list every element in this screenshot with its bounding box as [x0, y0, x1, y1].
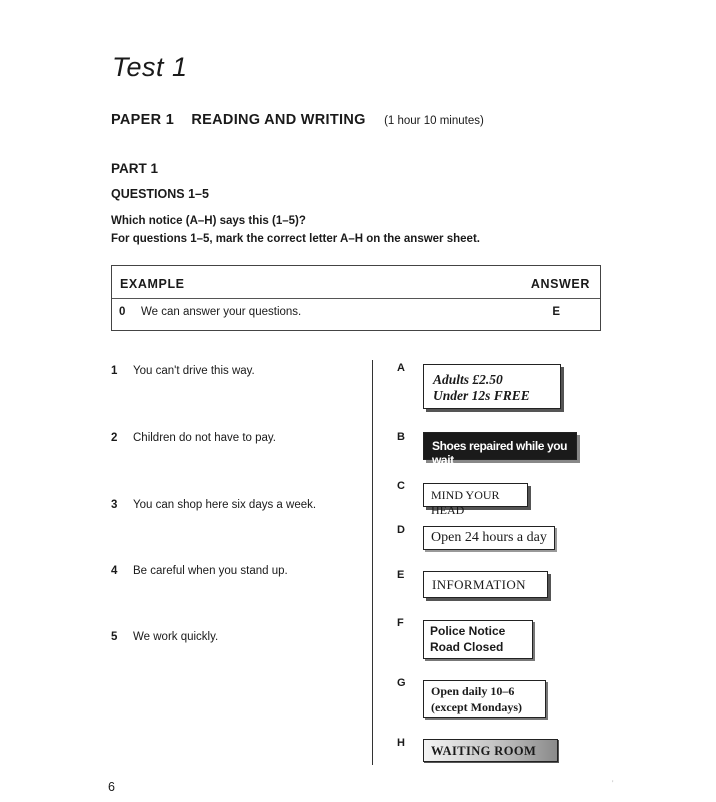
corner-mark: ʼ	[612, 781, 614, 788]
notice-line: Adults £2.50	[433, 372, 503, 387]
notice-letter-e: E	[397, 569, 405, 581]
question-number: 1	[111, 365, 118, 377]
example-text: We can answer your questions.	[141, 306, 302, 318]
page-number: 6	[108, 780, 115, 794]
notice-letter-a: A	[397, 362, 405, 374]
questions-range: QUESTIONS 1–5	[111, 187, 209, 201]
notice-b	[423, 432, 577, 467]
notice-letter-c: C	[397, 480, 405, 492]
test-title: Test 1	[112, 52, 188, 82]
instruction-line-2: For questions 1–5, mark the correct letter A–H on the answer sheet.	[111, 233, 480, 245]
question-number: 2	[111, 432, 118, 444]
notice-line: Under 12s FREE	[433, 388, 530, 403]
notice-h	[423, 739, 558, 762]
notice-line: WAITING ROOM	[431, 744, 537, 758]
question-number: 3	[111, 499, 118, 511]
notice-f	[423, 620, 533, 659]
notice-letter-g: G	[397, 677, 406, 689]
notice-line: Open daily 10–6	[431, 684, 515, 698]
question-1	[111, 365, 255, 377]
notice-line: (except Mondays)	[431, 699, 522, 714]
column-divider	[372, 360, 373, 765]
example-box	[111, 265, 601, 331]
question-3	[111, 499, 316, 511]
notice-line: Police Notice	[430, 624, 506, 638]
question-text: We work quickly.	[133, 631, 219, 643]
paper-duration: (1 hour 10 minutes)	[384, 115, 484, 127]
notice-line: INFORMATION	[432, 577, 526, 592]
notice-letter-b: B	[397, 431, 405, 443]
example-number: 0	[119, 306, 126, 318]
part-title: PART 1	[111, 161, 159, 176]
instruction-line-1: Which notice (A–H) says this (1–5)?	[111, 215, 306, 227]
example-divider	[112, 298, 600, 299]
question-number: 5	[111, 631, 118, 643]
question-text: Children do not have to pay.	[133, 432, 276, 444]
answer-label: ANSWER	[530, 277, 590, 291]
notice-letter-d: D	[397, 524, 405, 536]
notice-line: Open 24 hours a day	[431, 530, 547, 545]
question-text: You can shop here six days a week.	[133, 499, 317, 511]
notice-c	[423, 483, 528, 517]
notice-line: MIND YOUR HEAD	[431, 488, 500, 517]
notice-a	[423, 364, 561, 409]
question-4	[111, 565, 288, 577]
notice-line: Road Closed	[430, 639, 504, 654]
notice-d	[423, 526, 555, 550]
example-label: EXAMPLE	[120, 277, 185, 291]
notice-letter-f: F	[397, 617, 404, 629]
question-text: You can't drive this way.	[133, 365, 255, 377]
notice-g	[423, 680, 546, 718]
notice-e	[423, 571, 548, 598]
paper-name: READING AND WRITING	[191, 112, 366, 128]
question-text: Be careful when you stand up.	[133, 565, 288, 577]
question-number: 4	[111, 565, 118, 577]
question-2	[111, 432, 276, 444]
notice-line: Shoes repaired while you wait	[432, 439, 568, 467]
example-answer: E	[552, 306, 560, 318]
notice-letter-h: H	[397, 737, 405, 749]
question-5	[111, 631, 218, 643]
paper-heading	[111, 112, 484, 128]
paper-label: PAPER 1	[111, 112, 175, 128]
